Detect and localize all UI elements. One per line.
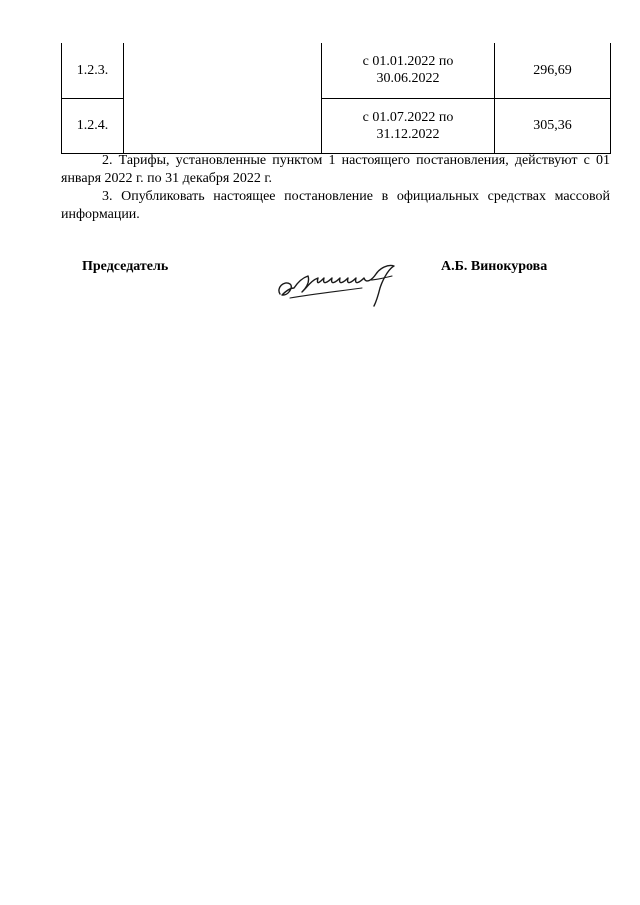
table-row — [62, 43, 611, 98]
period-end: 31.12.2022 — [376, 126, 440, 142]
empty-cell — [124, 43, 322, 153]
signatory-title: Председатель — [82, 259, 169, 274]
paragraph-publication: 3. Опубликовать настоящее постановление в официальных средствах массовой информации. — [61, 189, 610, 222]
tariff-value-cell: 305,36 — [495, 98, 611, 153]
tariff-table — [61, 43, 611, 154]
period-cell — [322, 98, 495, 153]
tariff-value-cell: 296,69 — [495, 43, 611, 98]
row-number-cell: 1.2.4. — [62, 98, 124, 153]
period-start: с 01.07.2022 по — [362, 109, 454, 125]
period-start: с 01.01.2022 по — [362, 54, 454, 70]
period-end: 30.06.2022 — [376, 71, 440, 87]
handwritten-signature — [272, 258, 402, 310]
row-number-cell: 1.2.3. — [62, 43, 124, 98]
signatory-name: А.Б. Винокурова — [441, 259, 548, 274]
period-cell — [322, 43, 495, 98]
paragraph-validity-period: 2. Тарифы, установленные пунктом 1 настоящего постановления, действуют с 01 января 2022 г. по 31 декабря 2022 г. — [61, 153, 610, 186]
